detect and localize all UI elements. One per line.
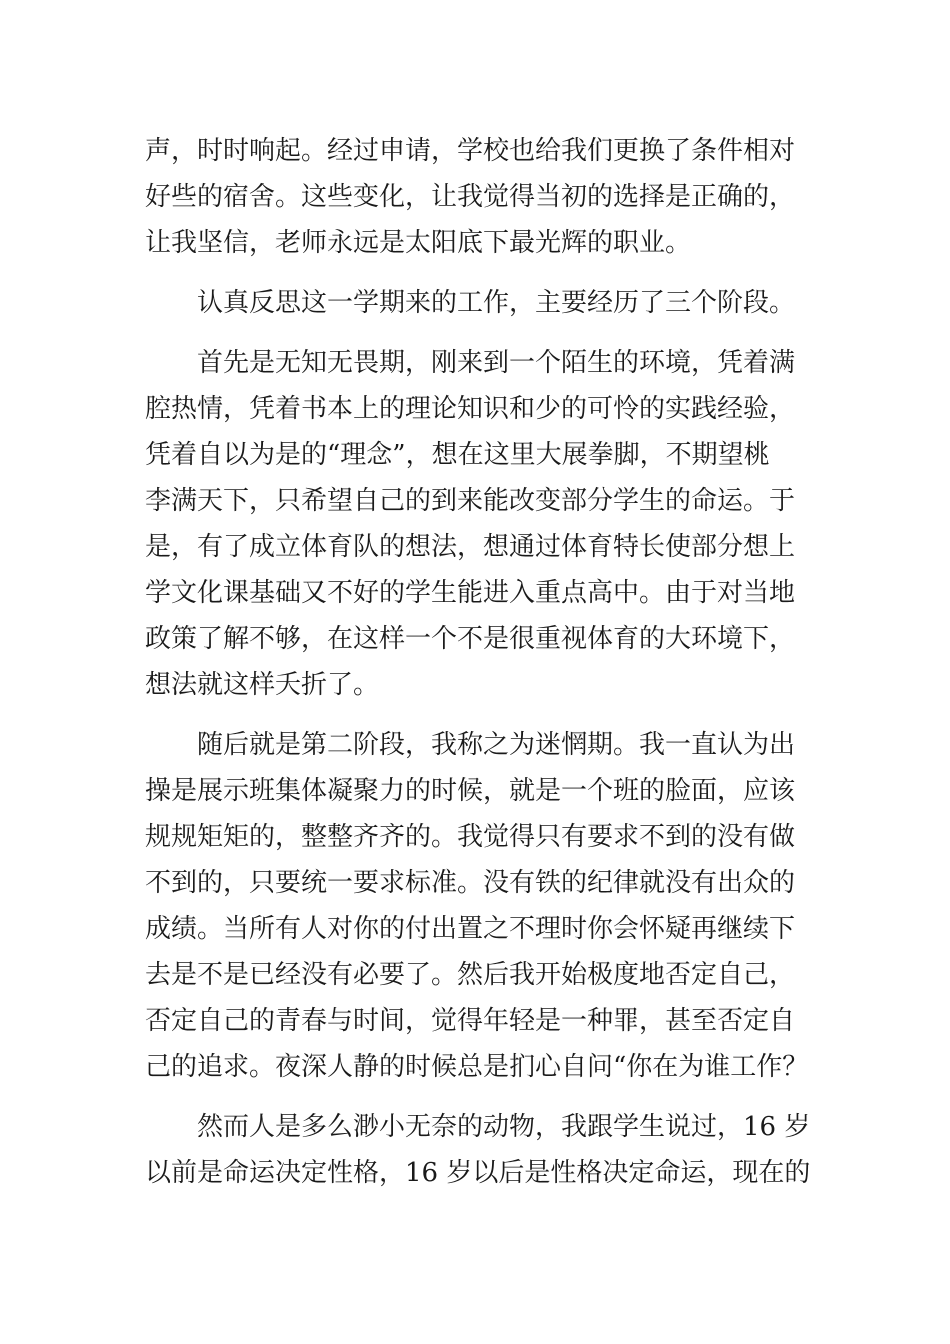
text-line: 否定自己的青春与时间，觉得年轻是一种罪，甚至否定自 [145, 1006, 796, 1036]
paragraph-5 [145, 1104, 810, 1196]
text-line: 以前是命运决定性格，16 岁以后是性格决定命运，现在的 [145, 1158, 811, 1188]
text-line: 认真反思这一学期来的工作，主要经历了三个阶段。 [197, 288, 796, 318]
text-line: 己的追求。夜深人静的时候总是扪心自问“你在为谁工作？ [145, 1052, 809, 1082]
text-line: 是，有了成立体育队的想法，想通过体育特长使部分想上 [145, 532, 796, 562]
text-line: 首先是无知无畏期，刚来到一个陌生的环境，凭着满 [197, 348, 796, 378]
text-line: 政策了解不够，在这样一个不是很重视体育的大环境下， [145, 624, 796, 654]
paragraph-3 [145, 340, 810, 708]
text-line: 然而人是多么渺小无奈的动物，我跟学生说过，16 岁 [197, 1112, 811, 1142]
text-line: 想法就这样夭折了。 [145, 670, 380, 700]
paragraph-1 [145, 128, 810, 266]
text-line: 腔热情，凭着书本上的理论知识和少的可怜的实践经验， [145, 394, 796, 424]
text-line: 李满天下，只希望自己的到来能改变部分学生的命运。于 [145, 486, 796, 516]
text-line: 好些的宿舍。这些变化，让我觉得当初的选择是正确的， [145, 182, 796, 212]
text-line: 学文化课基础又不好的学生能进入重点高中。由于对当地 [145, 578, 796, 608]
paragraph-2 [145, 280, 810, 326]
text-line: 成绩。当所有人对你的付出置之不理时你会怀疑再继续下 [145, 914, 796, 944]
document-body [145, 128, 810, 1196]
paragraph-4 [145, 722, 810, 1090]
text-line: 规规矩矩的，整整齐齐的。我觉得只有要求不到的没有做 [145, 822, 796, 852]
text-line: 去是不是已经没有必要了。然后我开始极度地否定自己， [145, 960, 796, 990]
text-line: 不到的，只要统一要求标准。没有铁的纪律就没有出众的 [145, 868, 796, 898]
text-line: 随后就是第二阶段，我称之为迷惘期。我一直认为出 [197, 730, 796, 760]
text-line: 声，时时响起。经过申请，学校也给我们更换了条件相对 [145, 136, 796, 166]
text-line: 操是展示班集体凝聚力的时候，就是一个班的脸面，应该 [145, 776, 796, 806]
text-line: 凭着自以为是的“理念”，想在这里大展拳脚，不期望桃 [145, 440, 770, 470]
text-line: 让我坚信，老师永远是太阳底下最光辉的职业。 [145, 228, 692, 258]
